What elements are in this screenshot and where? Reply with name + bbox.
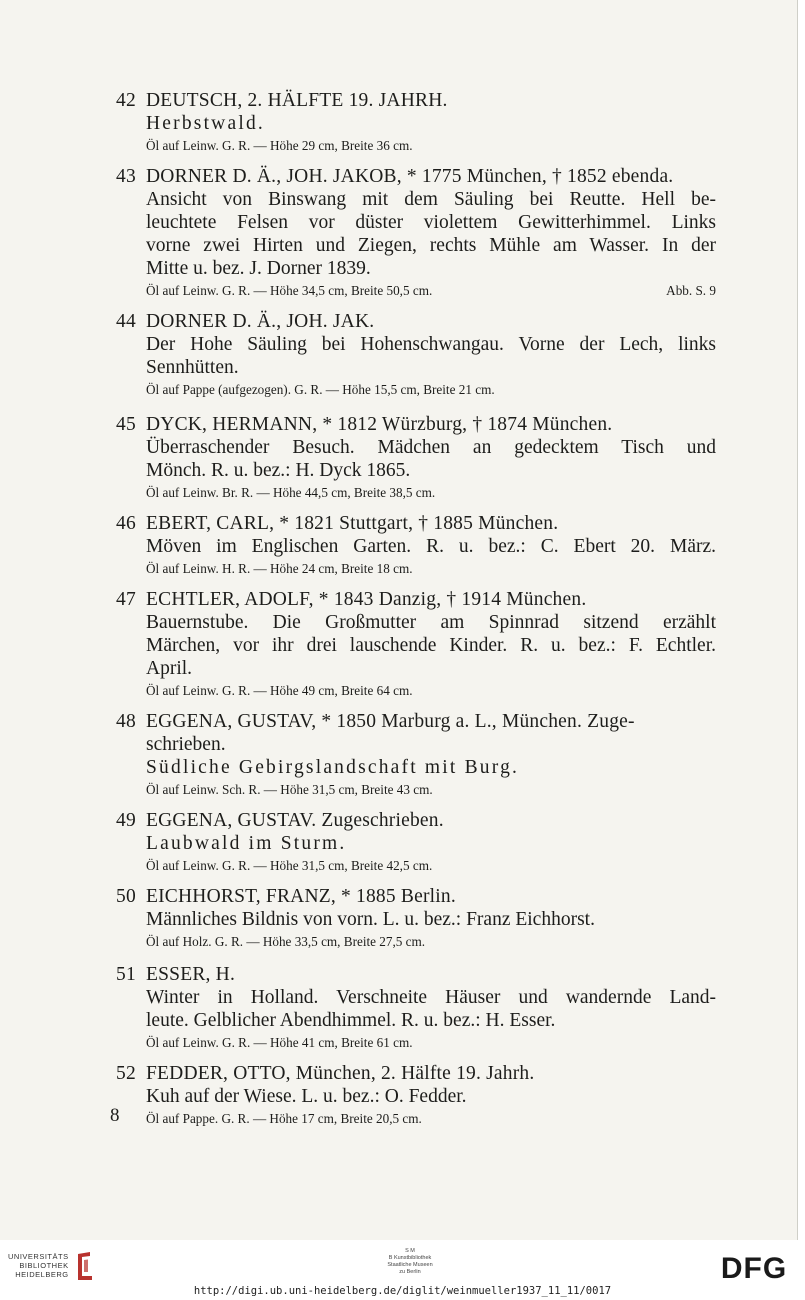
entry-meta-text: Öl auf Leinw. H. R. — Höhe 24 cm, Breite 18 cm. — [146, 561, 413, 576]
entry-number: 45 — [116, 414, 136, 435]
page-number: 8 — [110, 1105, 120, 1126]
entry-meta-text: Öl auf Leinw. G. R. — Höhe 29 cm, Breite 36 cm. — [146, 138, 413, 153]
entry-artist: FEDDER, OTTO, München, 2. Hälfte 19. Jahrh. — [146, 1063, 535, 1084]
entry-medium-dimensions — [116, 381, 716, 399]
entry-meta-text: Öl auf Holz. G. R. — Höhe 33,5 cm, Breite 27,5 cm. — [146, 934, 426, 949]
entry-spacer — [116, 502, 716, 512]
entry-meta-text: Öl auf Leinw. G. R. — Höhe 49 cm, Breite 64 cm. — [146, 683, 413, 698]
entry-description-line: Überraschender Besuch. Mädchen an gedecktem Tisch und — [146, 437, 716, 458]
entry-description-line: Mönch. R. u. bez.: H. Dyck 1865. — [146, 460, 411, 481]
entry-description-line: Bauernstube. Die Großmutter am Spinnrad sitzend erzählt — [146, 612, 716, 633]
entry-header — [116, 512, 716, 535]
entry-illustration-ref: Abb. S. 9 — [666, 283, 716, 298]
entry-description-line: Winter in Holland. Verschneite Häuser und wandernde Land- — [146, 987, 716, 1008]
museum-stamp — [370, 1248, 450, 1276]
entry-meta-text: Öl auf Pappe. G. R. — Höhe 17 cm, Breite 20,5 cm. — [146, 1111, 422, 1126]
entry-artist: DORNER D. Ä., JOH. JAK. — [146, 311, 375, 332]
entry-description-line: April. — [146, 658, 193, 679]
library-logo-text[interactable] — [8, 1252, 69, 1279]
entry-meta-text: Öl auf Leinw. G. R. — Höhe 34,5 cm, Breite 50,5 cm. — [146, 283, 433, 298]
catalog-entry — [116, 710, 716, 799]
entry-medium-dimensions — [116, 1034, 716, 1052]
stamp-line: zu Berlin — [399, 1269, 421, 1275]
entry-spacer — [116, 578, 716, 588]
entry-description-line: schrieben. — [146, 734, 226, 755]
stamp-line: Staatliche Museen — [387, 1262, 433, 1268]
entry-description-line: Ansicht von Binswang mit dem Säuling bei Reutte. Hell be- — [146, 189, 716, 210]
entry-spacer — [116, 951, 716, 963]
entry-description-line: Möven im Englischen Garten. R. u. bez.: C. Ebert 20. März. — [146, 536, 716, 557]
entry-header — [116, 165, 716, 188]
catalog-entry — [116, 413, 716, 502]
entry-description-line: Der Hohe Säuling bei Hohenschwangau. Vorne der Lech, links — [146, 334, 716, 355]
entry-meta-text: Öl auf Leinw. Br. R. — Höhe 44,5 cm, Breite 38,5 cm. — [146, 485, 436, 500]
entry-meta-text: Öl auf Leinw. G. R. — Höhe 31,5 cm, Breite 42,5 cm. — [146, 858, 433, 873]
entry-medium-dimensions — [116, 484, 716, 502]
entry-meta-text: Öl auf Leinw. G. R. — Höhe 41 cm, Breite 61 cm. — [146, 1035, 413, 1050]
entry-header — [116, 588, 716, 611]
catalog-entry — [116, 165, 716, 300]
viewer-footer — [0, 1240, 805, 1300]
entry-spacer — [116, 700, 716, 710]
entry-medium-dimensions — [116, 560, 716, 578]
dfg-logo-text: DFG — [720, 1252, 788, 1282]
entry-artist: ECHTLER, ADOLF, * 1843 Danzig, † 1914 München. — [146, 589, 587, 610]
entry-artist: DYCK, HERMANN, * 1812 Würzburg, † 1874 München. — [146, 414, 613, 435]
entry-meta-text: Öl auf Leinw. Sch. R. — Höhe 31,5 cm, Breite 43 cm. — [146, 782, 433, 797]
entry-description-line: Herbstwald. — [146, 113, 265, 134]
entry-medium-dimensions — [116, 682, 716, 700]
entry-spacer — [116, 399, 716, 413]
entry-header — [116, 1062, 716, 1085]
library-logo-line: HEIDELBERG — [15, 1270, 69, 1279]
entry-spacer — [116, 875, 716, 885]
catalog-entry — [116, 1062, 716, 1128]
library-logo-line: UNIVERSITÄTS — [8, 1252, 69, 1261]
stamp-line: S M — [405, 1248, 415, 1254]
entry-spacer — [116, 799, 716, 809]
dfg-logo[interactable] — [716, 1252, 792, 1282]
entry-number: 49 — [116, 810, 136, 831]
catalog-entry — [116, 809, 716, 875]
stamp-line: B Kunstbibliothek — [388, 1255, 432, 1261]
entry-header — [116, 963, 716, 986]
permalink-url[interactable]: http://digi.ub.uni-heidelberg.de/diglit/weinmueller1937_11_11/0017 — [193, 1285, 612, 1297]
entry-header — [116, 710, 716, 733]
entry-number: 44 — [116, 311, 136, 332]
entry-header — [116, 809, 716, 832]
entry-number: 42 — [116, 90, 136, 111]
entry-artist: DORNER D. Ä., JOH. JAKOB, * 1775 München, † 1852 ebenda. — [146, 166, 674, 187]
catalog-entries — [116, 89, 716, 1128]
entry-medium-dimensions — [116, 1110, 716, 1128]
library-logo-icon[interactable] — [74, 1250, 96, 1282]
entry-medium-dimensions — [116, 933, 716, 951]
entry-artist: EICHHORST, FRANZ, * 1885 Berlin. — [146, 886, 456, 907]
entry-number: 50 — [116, 886, 136, 907]
entry-meta-text: Öl auf Pappe (aufgezogen). G. R. — Höhe 15,5 cm, Breite 21 cm. — [146, 382, 495, 397]
entry-description-line: leute. Gelblicher Abendhimmel. R. u. bez.: H. Esser. — [146, 1010, 556, 1031]
entry-header — [116, 885, 716, 908]
entry-artist: EGGENA, GUSTAV. Zugeschrieben. — [146, 810, 444, 831]
entry-medium-dimensions — [116, 282, 716, 300]
entry-description-line: Männliches Bildnis von vorn. L. u. bez.: Franz Eichhorst. — [146, 909, 595, 930]
entry-description-line: Sennhütten. — [146, 357, 239, 378]
entry-medium-dimensions — [116, 781, 716, 799]
entry-header — [116, 89, 716, 112]
entry-artist: EGGENA, GUSTAV, * 1850 Marburg a. L., München. Zuge- — [146, 711, 635, 732]
catalog-entry — [116, 310, 716, 399]
entry-header — [116, 413, 716, 436]
entry-description-line: vorne zwei Hirten und Ziegen, rechts Mühle am Wasser. In der — [146, 235, 716, 256]
entry-description-line: Laubwald im Sturm. — [146, 833, 347, 854]
entry-number: 47 — [116, 589, 136, 610]
catalog-entry — [116, 512, 716, 578]
entry-spacer — [116, 1052, 716, 1062]
entry-description-line: Südliche Gebirgslandschaft mit Burg. — [146, 757, 520, 778]
entry-spacer — [116, 300, 716, 310]
catalog-entry — [116, 963, 716, 1052]
entry-header — [116, 310, 716, 333]
entry-artist: EBERT, CARL, * 1821 Stuttgart, † 1885 München. — [146, 513, 559, 534]
catalog-entry — [116, 588, 716, 700]
entry-description-line: Mitte u. bez. J. Dorner 1839. — [146, 258, 371, 279]
entry-description-line: leuchtete Felsen vor düster violettem Gewitterhimmel. Links — [146, 212, 716, 233]
entry-number: 46 — [116, 513, 136, 534]
entry-spacer — [116, 155, 716, 165]
entry-medium-dimensions — [116, 137, 716, 155]
entry-number: 52 — [116, 1063, 136, 1084]
entry-number: 48 — [116, 711, 136, 732]
entry-medium-dimensions — [116, 857, 716, 875]
entry-number: 51 — [116, 964, 136, 985]
entry-artist: ESSER, H. — [146, 964, 236, 985]
library-logo-line: BIBLIOTHEK — [19, 1261, 69, 1270]
catalog-entry — [116, 885, 716, 951]
entry-description-line: Märchen, vor ihr drei lauschende Kinder. R. u. bez.: F. Echtler. — [146, 635, 716, 656]
catalog-entry — [116, 89, 716, 155]
entry-artist: DEUTSCH, 2. HÄLFTE 19. JAHRH. — [146, 90, 448, 111]
entry-description-line: Kuh auf der Wiese. L. u. bez.: O. Fedder. — [146, 1086, 467, 1107]
entry-number: 43 — [116, 166, 136, 187]
